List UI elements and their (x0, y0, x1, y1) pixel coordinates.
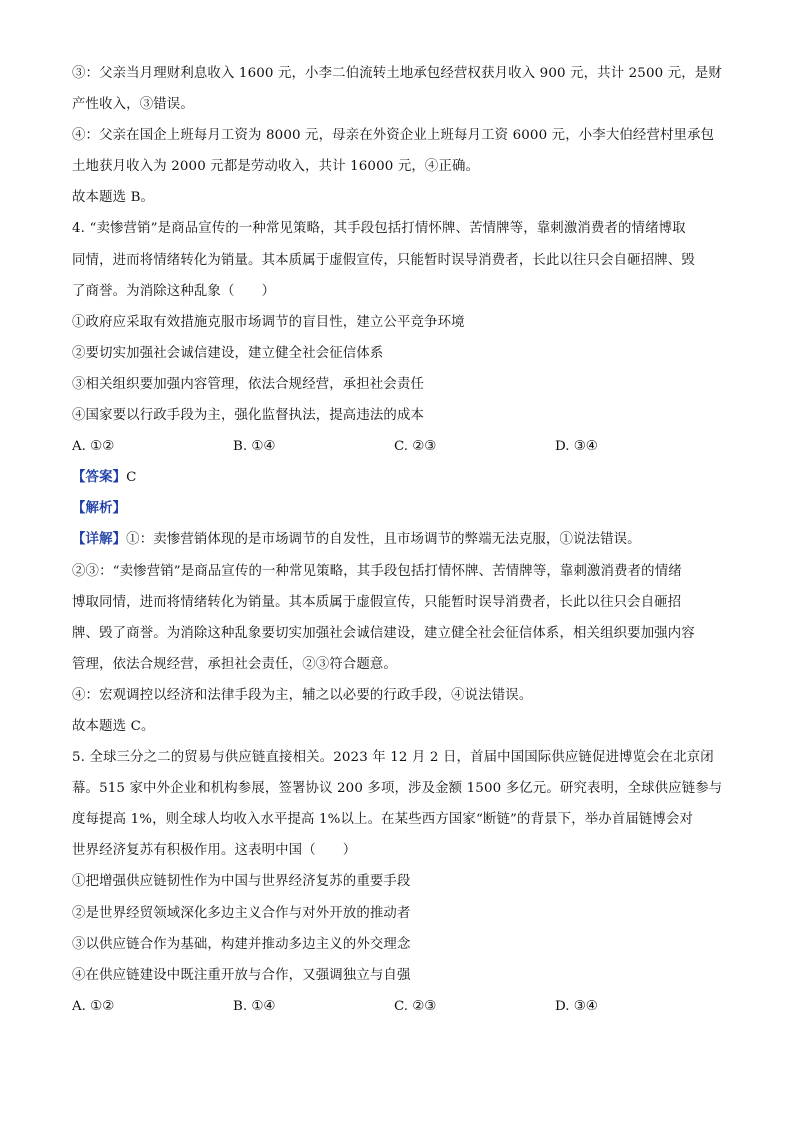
question-5-statement: ④在供应链建设中既注重开放与合作，又强调独立与自强 (72, 967, 411, 983)
explanation-line: ②③：“卖惨营销”是商品宣传的一种常见策略，其手段包括打情怀牌、苦情牌等，靠刺激消费者的情绪 (72, 563, 682, 579)
question-5-statement: ①把增强供应链韧性作为中国与世界经济复苏的重要手段 (72, 874, 411, 890)
analysis-line (72, 493, 732, 524)
option-b: B. ①④ (233, 439, 276, 455)
option-b: B. ①④ (233, 998, 276, 1014)
text-line: 产性收入，③错误。 (72, 97, 194, 113)
detail-line (72, 524, 732, 555)
answer-line (72, 462, 732, 493)
option-a: A. ①② (72, 998, 115, 1014)
detail-text: ①：卖惨营销体现的是市场调节的自发性，且市场调节的弊端无法克服，①说法错误。 (126, 532, 641, 548)
text-line: ③：父亲当月理财利息收入 1600 元，小李二伯流转土地承包经营权获月收入 900 元，共计 2500 元，是财 (72, 66, 722, 81)
question-5-stem: 5. 全球三分之二的贸易与供应链直接相关。2023 年 12 月 2 日，首届中国国际供应链促进博览会在北京闭 (72, 750, 714, 766)
question-4-statement: ①政府应采取有效措施克服市场调节的盲目性，建立公平竞争环境 (72, 314, 465, 330)
question-4-stem: 同情，进而将情绪转化为销量。其本质属于虚假宣传，只能暂时误导消费者，长此以往只会自砸招牌、毁 (72, 252, 695, 268)
question-5-statement: ②是世界经贸领域深化多边主义合作与对外开放的推动者 (72, 905, 411, 921)
explanation-line: 故本题选 C。 (72, 718, 155, 734)
text-line: 土地获月收入为 2000 元都是劳动收入，共计 16000 元，④正确。 (72, 159, 480, 175)
explanation-line: 牌、毁了商誉。为消除这种乱象要切实加强社会诚信建设，建立健全社会征信体系，相关组织要加强内容 (72, 625, 695, 641)
text-line: ④：父亲在国企上班每月工资为 8000 元，母亲在外资企业上班每月工资 6000 元，小李大伯经营村里承包 (72, 128, 715, 144)
question-5-options (72, 991, 732, 1022)
question-4-stem: 4. “卖惨营销”是商品宣传的一种常见策略，其手段包括打情怀牌、苦情牌等，靠刺激消费者的情绪博取 (72, 221, 686, 237)
explanation-line: 管理，依法合规经营，承担社会责任，②③符合题意。 (72, 656, 397, 672)
option-d: D. ③④ (555, 998, 598, 1014)
question-4-statement: ④国家要以行政手段为主，强化监督执法，提高违法的成本 (72, 408, 425, 424)
option-c: C. ②③ (394, 439, 437, 455)
answer-tag: 【答案】 (72, 469, 127, 486)
detail-tag: 【详解】 (72, 531, 127, 548)
question-5-stem: 世界经济复苏有积极作用。这表明中国（ ） (72, 843, 357, 859)
question-4-options (72, 431, 732, 462)
question-4-statement: ②要切实加强社会诚信建设，建立健全社会征信体系 (72, 345, 384, 361)
document-page (72, 58, 732, 1022)
question-5-stem: 幕。515 家中外企业和机构参展，签署协议 200 多项，涉及金额 1500 多亿元。研究表明，全球供应链参与 (72, 781, 723, 797)
explanation-line: ④：宏观调控以经济和法律手段为主，辅之以必要的行政手段，④说法错误。 (72, 687, 533, 703)
question-5-statement: ③以供应链合作为基础，构建并推动多边主义的外交理念 (72, 936, 411, 952)
question-4-statement: ③相关组织要加强内容管理，依法合规经营，承担社会责任 (72, 376, 425, 392)
option-d: D. ③④ (555, 439, 598, 455)
explanation-line: 博取同情，进而将情绪转化为销量。其本质属于虚假宣传，只能暂时误导消费者，长此以往只会自砸招 (72, 594, 682, 610)
answer-value: C (126, 470, 137, 486)
option-a: A. ①② (72, 439, 115, 455)
text-line: 故本题选 B。 (72, 190, 155, 206)
option-c: C. ②③ (394, 998, 437, 1014)
question-4-stem: 了商誉。为消除这种乱象（ ） (72, 283, 276, 299)
analysis-tag: 【解析】 (72, 500, 127, 517)
question-5-stem: 度每提高 1%，则全球人均收入水平提高 1%以上。在某些西方国家“断链”的背景下，举办首届链博会对 (72, 812, 694, 828)
